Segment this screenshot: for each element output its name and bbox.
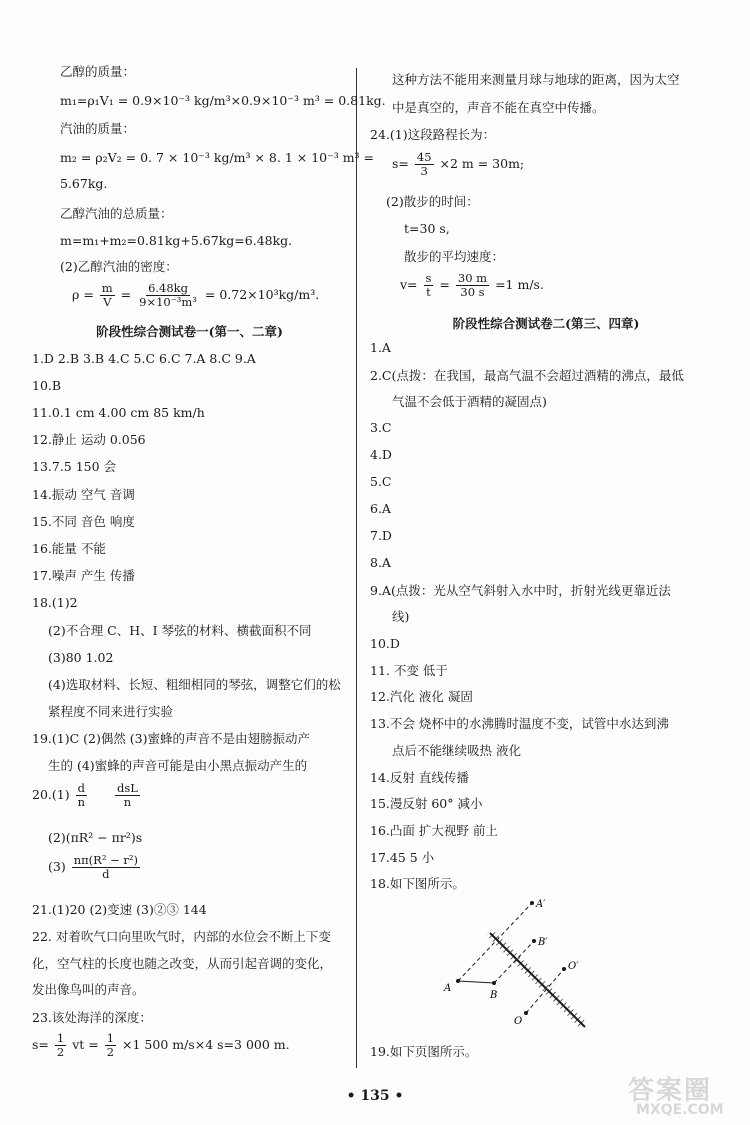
answer-line: 14.振动 空气 音调 [32,487,135,502]
numerator: 1 [56,1031,65,1045]
formula-text: (3) [48,859,66,874]
point-A-prime [530,901,534,905]
text-line: (2)乙醇汽油的密度： [60,259,178,274]
density-formula [72,282,319,309]
numerator: m [101,281,113,295]
answer-line: 4.D [370,447,392,462]
answer-line: 10.D [370,636,400,651]
formula-text: s= [392,156,409,171]
answer-line: 5.C [370,474,392,489]
answer-line: 3.C [370,420,392,435]
answer-line: 16.能量 不能 [32,541,106,556]
answer-line: 21.(1)20 (2)变速 (3)②③ 144 [32,902,207,917]
formula-text: ×1 500 m/s×4 s=3 000 m. [122,1037,290,1052]
answer-line: 12.汽化 液化 凝固 [370,689,473,704]
answer-line: 15.漫反射 60° 减小 [370,796,483,811]
formula-line: m₂ = ρ₂V₂ = 0. 7 × 10⁻³ kg/m³ × 8. 1 × 10⁻³ m³ = [60,150,375,165]
answer-line: 9.A(点拨：光从空气斜射入水中时，折射光线更靠近法 [370,583,671,598]
label-O: O [514,1016,523,1027]
answer-line: 化，空气柱的长度也随之改变，从而引起音调的变化， [32,956,333,971]
plane-mirror [486,929,587,1029]
label-B: B [490,990,498,1001]
denominator: 2 [106,1045,115,1059]
answer-line: 12.静止 运动 0.056 [32,432,146,447]
answer-line: 17.噪声 产生 传播 [32,568,135,583]
answer-line: (2)不合理 C、H、I 琴弦的材料、横截面积不同 [48,623,312,638]
fraction [424,272,434,299]
answer-line: 10.B [32,378,62,393]
answer-line: 点后不能继续吸热 液化 [392,743,521,758]
point-B [492,981,496,985]
numerator: nπ(R² − r²) [73,853,138,867]
fraction [137,282,199,309]
point-O-prime [562,967,566,971]
numerator: 6.48kg [148,281,188,295]
answer-line: 中是真空的，声音不能在真空中传播。 [392,100,605,115]
column-divider [356,68,357,1068]
fraction [55,1032,66,1059]
answer-line: 1.D 2.B 3.B 4.C 5.C 6.C 7.A 8.C 9.A [32,351,256,366]
answer-line: 线) [392,609,410,624]
answer-line [32,782,142,809]
numerator: 1 [106,1031,115,1045]
answer-line: (2)散步的时间： [386,194,479,209]
formula-text: = [439,277,450,292]
answer-line: 6.A [370,501,391,516]
answer-line: 7.D [370,528,392,543]
answer-line: (3)80 1.02 [48,650,114,665]
numerator: 30 m [457,271,488,285]
answer-line: 19.如下页图所示。 [370,1044,478,1059]
answer-line: (2)(πR² − πr²)s [48,830,143,845]
formula-text: =1 m/s. [495,277,544,292]
formula-line: m₁=ρ₁V₁ = 0.9×10⁻³ kg/m³×0.9×10⁻³ m³ = 0.81kg. [60,93,386,108]
page-number: • 135 • [346,1088,404,1104]
text-line: 汽油的质量： [60,121,136,136]
answer-line: 17.45 5 小 [370,850,435,865]
fraction [105,1032,116,1059]
formula-text: s= [32,1037,49,1052]
formula-line: 5.67kg. [60,176,108,191]
answer-line: 发出像鸟叫的声音。 [32,982,145,997]
denominator: 2 [56,1045,65,1059]
optics-diagram [440,895,600,1030]
formula-text: = [120,287,132,302]
denominator: n [123,795,132,809]
answer-line: 11. 不变 低于 [370,663,448,678]
watermark-text: 答案圈 [628,1076,713,1106]
point-O [524,1011,528,1015]
fraction [100,282,115,309]
formula-text: 20.(1) [32,787,70,802]
answer-line: 23.该处海洋的深度： [32,1010,152,1025]
answer-line: 15.不同 音色 响度 [32,514,135,529]
label-O-prime: O′ [568,961,579,972]
formula-text: ×2 m = 30m; [439,156,525,171]
label-A: A [444,983,452,994]
watermark-url: MXQE.COM [636,1102,724,1118]
answer-line: 生的 (4)蜜蜂的声音可能是由小黑点振动产生的 [48,758,308,773]
section-heading: 阶段性综合测试卷二(第三、四章) [452,316,640,331]
text-line: 乙醇汽油的总质量： [60,206,173,221]
answer-line: 紧程度不同来进行实验 [48,704,174,719]
denominator: d [102,867,110,881]
section-heading: 阶段性综合测试卷一(第一、二章) [96,324,283,339]
answer-line: 2.C(点拨：在我国，最高气温不会超过酒精的沸点，最低 [370,368,684,383]
numerator: s [425,271,432,285]
answer-line: 22. 对着吹气口向里吹气时，内部的水位会不断上下变 [32,929,331,944]
answer-line: 13.不会 烧杯中的水沸腾时温度不变，试管中水达到沸 [370,716,669,731]
point-B-prime [532,939,536,943]
answer-line: 18.(1)2 [32,595,78,610]
formula-line: m=m₁+m₂=0.81kg+5.67kg=6.48kg. [60,233,293,248]
answer-line: 散步的平均速度： [404,249,505,264]
denominator: V [103,295,112,309]
denominator: 9×10⁻³m³ [139,295,197,309]
label-B-prime: B′ [538,937,548,948]
answer-line: 11.0.1 cm 4.00 cm 85 km/h [32,405,205,420]
answer-line: 这种方法不能用来测量月球与地球的距离，因为太空 [392,72,680,87]
denominator: n [77,795,85,809]
formula-text: = 0.72×10³kg/m³. [204,287,320,302]
answer-line: 24.(1)这段路程长为： [370,127,496,142]
answer-line: 气温不会低于酒精的凝固点) [392,394,547,409]
answer-line: 16.凸面 扩大视野 前上 [370,823,498,838]
watermark-logo [622,1070,742,1122]
formula-line [392,151,524,178]
fraction [115,782,140,809]
answer-line: (4)选取材料、长短、粗细相同的琴弦，调整它们的松 [48,677,341,692]
text-line: 乙醇的质量： [60,64,136,79]
formula-text: v= [400,277,418,292]
fraction [415,151,434,178]
fraction [72,854,140,881]
formula-line [400,272,544,299]
answer-line: 19.(1)C (2)偶然 (3)蜜蜂的声音不是由翅膀振动产 [32,731,311,746]
fraction [76,782,87,809]
formula-text: ρ = [72,287,94,302]
ray-AB [458,981,494,983]
numerator: d [77,781,85,795]
answer-line: 13.7.5 150 会 [32,459,117,474]
numerator: 45 [416,150,432,164]
answer-line: 1.A [370,340,391,355]
answer-line: 14.反射 直线传播 [370,770,469,785]
denominator: t [426,285,431,299]
answer-line: 8.A [370,555,391,570]
formula-line: t=30 s, [404,221,450,236]
numerator: dsL [116,781,138,795]
formula-text: vt = [72,1037,99,1052]
answer-line [32,1032,290,1059]
denominator: 3 [420,164,428,178]
point-A [456,979,460,983]
answer-line: 18.如下图所示。 [370,876,465,891]
label-A-prime: A′ [536,899,546,910]
fraction [456,272,489,299]
denominator: 30 s [460,285,485,299]
answer-line [48,854,142,881]
